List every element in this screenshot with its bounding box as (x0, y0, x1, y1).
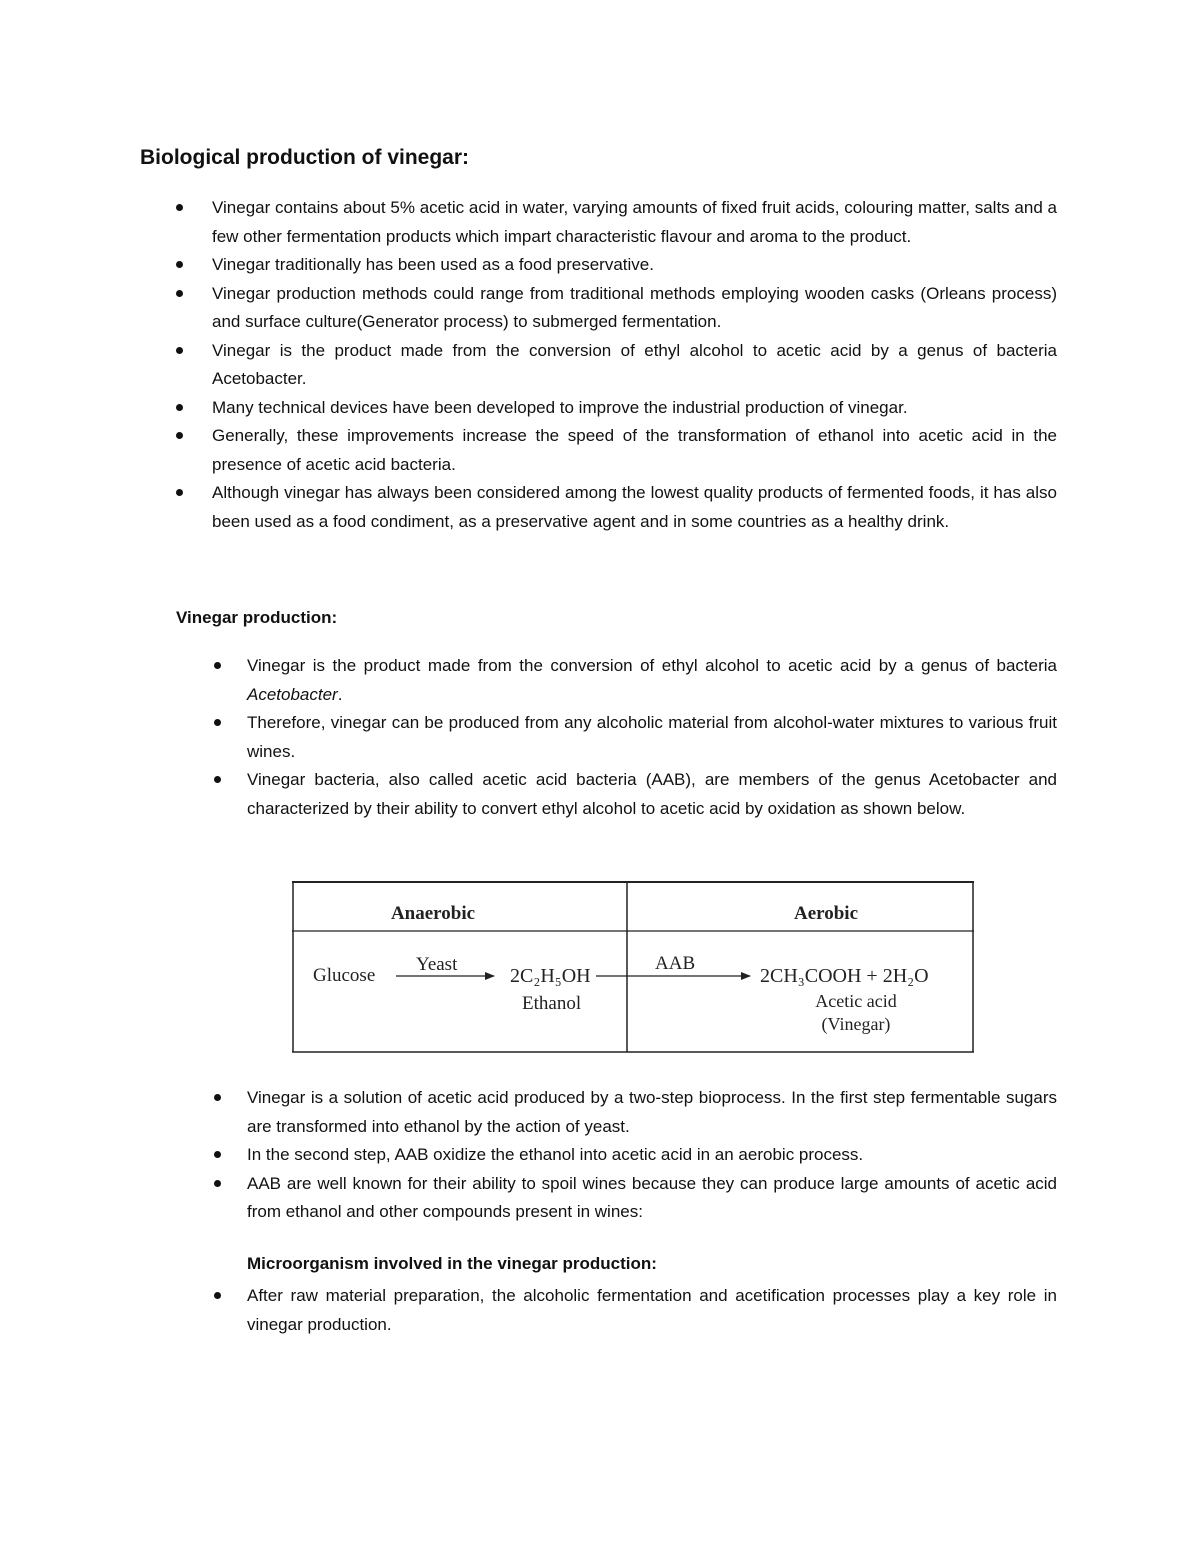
genus-name: Acetobacter (247, 684, 338, 704)
list-item: Vinegar is the product made from the conversion of ethyl alcohol to acetic acid by a genus of bacteria Acetobacter. (212, 337, 1057, 394)
bullet-icon (176, 347, 183, 354)
section-heading-microorganism: Microorganism involved in the vinegar production: (247, 1254, 657, 1273)
bullet-icon (214, 1151, 221, 1158)
vinegar-label: (Vinegar) (821, 1014, 891, 1034)
ethanol-label: Ethanol (522, 993, 582, 1014)
intro-bullet-list (212, 194, 1057, 536)
production-bullet-list (247, 652, 1057, 823)
bullet-icon (176, 261, 183, 268)
acetic-acid-label: Acetic acid (815, 991, 897, 1011)
bullet-icon (176, 204, 183, 211)
ethanol-formula: 2C₂H₅OH (510, 965, 591, 987)
list-item: Vinegar production methods could range from traditional methods employing wooden casks (Orleans process) and surface culture(Generator process) to submerged fermentation. (212, 280, 1057, 337)
bullet-icon (214, 776, 221, 783)
list-item: Vinegar traditionally has been used as a food preservative. (212, 251, 1057, 280)
bullet-icon (176, 290, 183, 297)
bullet-icon (214, 662, 221, 669)
list-item: In the second step, AAB oxidize the ethanol into acetic acid in an aerobic process. (247, 1141, 1057, 1170)
acetic-acid-formula: 2CH₃COOH + 2H₂O (760, 965, 929, 987)
fermentation-diagram (292, 881, 974, 1053)
bullet-icon (214, 1180, 221, 1187)
list-item: Many technical devices have been developed to improve the industrial production of vinegar. (212, 394, 1057, 423)
glucose-label: Glucose (313, 965, 376, 986)
yeast-label: Yeast (416, 954, 458, 975)
bullet-icon (214, 1292, 221, 1299)
fermentation-diagram-svg (292, 881, 974, 1053)
list-item: Although vinegar has always been considered among the lowest quality products of fermented foods, it has also been used as a food condiment, as a preservative agent and in some countries as a healthy drink. (212, 479, 1057, 536)
aab-label: AAB (655, 953, 696, 974)
list-item: Vinegar bacteria, also called acetic acid bacteria (AAB), are members of the genus Acetobacter and characterized by their ability to convert ethyl alcohol to acetic acid by oxidation as shown below. (247, 766, 1057, 823)
anaerobic-header: Anaerobic (390, 903, 476, 924)
bullet-icon (214, 1094, 221, 1101)
list-item: Therefore, vinegar can be produced from any alcoholic material from alcohol-water mixtures to various fruit wines. (247, 709, 1057, 766)
page-title: Biological production of vinegar: (140, 146, 470, 169)
aerobic-header: Aerobic (793, 903, 859, 924)
bullet-icon (176, 489, 183, 496)
list-item: Vinegar contains about 5% acetic acid in water, varying amounts of fixed fruit acids, colouring matter, salts and a few other fermentation products which impart characteristic flavour and aroma to the product. (212, 194, 1057, 251)
list-item: Vinegar is a solution of acetic acid produced by a two-step bioprocess. In the first step fermentable sugars are transformed into ethanol by the action of yeast. (247, 1084, 1057, 1141)
list-item: Generally, these improvements increase the speed of the transformation of ethanol into acetic acid in the presence of acetic acid bacteria. (212, 422, 1057, 479)
list-item: Vinegar is the product made from the conversion of ethyl alcohol to acetic acid by a genus of bacteria Acetobacter. (247, 652, 1057, 709)
bullet-icon (176, 404, 183, 411)
microorganism-bullet-list (247, 1282, 1057, 1339)
bullet-icon (214, 719, 221, 726)
section-heading-vinegar-production: Vinegar production: (176, 608, 338, 627)
list-item: After raw material preparation, the alcoholic fermentation and acetification processes play a key role in vinegar production. (247, 1282, 1057, 1339)
bullet-icon (176, 432, 183, 439)
bioprocess-bullet-list (247, 1084, 1057, 1227)
list-item: AAB are well known for their ability to spoil wines because they can produce large amounts of acetic acid from ethanol and other compounds present in wines: (247, 1170, 1057, 1227)
